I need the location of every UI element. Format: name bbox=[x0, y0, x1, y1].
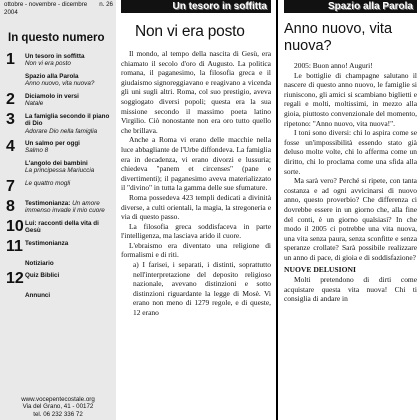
toc-item-subtitle: Non vi era posto bbox=[25, 60, 71, 68]
toc-item[interactable] bbox=[4, 52, 113, 68]
toc-item-subtitle: Natale bbox=[25, 100, 44, 108]
toc-item[interactable] bbox=[4, 199, 113, 215]
issue-info bbox=[4, 0, 113, 16]
toc-item-subtitle: Adorare Dio nella famiglia bbox=[25, 127, 98, 135]
issue-number: n. 26 bbox=[99, 1, 113, 8]
toc-page-number: 10 bbox=[6, 217, 24, 235]
toc-page-number: 11 bbox=[6, 237, 23, 255]
toc-page-number: 12 bbox=[6, 270, 24, 288]
editorial-paragraph: I toni sono diversi: chi lo aspira come se fosse un'impossibilità essendo stato già deluso molte volte, chi lo afferma come un diritto, chi lo proclama come una sfida alla sorte. bbox=[284, 128, 417, 176]
toc-item[interactable] bbox=[4, 179, 113, 195]
toc-item-title: Notiziario bbox=[25, 259, 54, 267]
index-title: In questo numero bbox=[8, 32, 105, 44]
issue-year: 2004 bbox=[4, 8, 18, 16]
article-paragraph: L'ebraismo era diventato una religione di formalismi e di riti. bbox=[121, 240, 271, 260]
toc-item[interactable] bbox=[4, 139, 113, 155]
toc-page-number: 2 bbox=[6, 90, 15, 108]
article-paragraph: La filosofia greca soddisfaceva in parte l'intelligenza, ma lasciava arido il cuore. bbox=[121, 221, 271, 241]
article-paragraph: Anche a Roma vi erano delle macchie nella luce abbagliante de l'Urbe diffondeva. La famiglia era in decadenza, vi erano divorzi e lussuria; chiedeva "panem et circenses" (pane e divertimenti); il paganesimo aveva materializzato il "divino" in tutta la gamma delle sue sfumature. bbox=[121, 135, 271, 193]
toc-item-subtitle: Un amore immenso invade il mio cuore bbox=[25, 199, 105, 215]
toc-item[interactable] bbox=[4, 259, 113, 267]
toc-item-subtitle: Anno nuovo, vita nuova? bbox=[25, 80, 95, 88]
contact-footer bbox=[4, 396, 112, 418]
article-title: Non vi era posto bbox=[135, 23, 245, 40]
toc-item-title: Testimonianza: bbox=[25, 199, 71, 207]
article-list bbox=[121, 260, 271, 318]
article-paragraph: Roma possedeva 423 templi dedicati a divinità diverse, a culti orientali, la magia, la stregoneria e via di questo passo. bbox=[121, 192, 271, 222]
toc-item[interactable] bbox=[4, 92, 113, 108]
editorial-paragraph: Le bottiglie di champagne salutano il nascere di questo anno nuovo, le famiglie si riuniscono, gli amici si scambiano biglietti e regali e molti, moltissimi, in mezzo alla gioia, piuttosto convenzionale del momento, ripetono: "Anno nuovo, vita nuova!". bbox=[284, 70, 417, 128]
toc-item-title: Lui: racconti della vita di Gesù bbox=[25, 219, 99, 235]
toc-item-subtitle: Salmo 8 bbox=[25, 147, 49, 155]
section-banner: Spazio alla Parola bbox=[284, 0, 417, 13]
toc-item-title: Quiz Biblici bbox=[25, 272, 60, 280]
toc-item[interactable] bbox=[4, 271, 113, 287]
editorial-column bbox=[284, 0, 417, 420]
editorial-paragraph: Ma sarà vero? Perché si ripete, con tanta costanza e ad ogni avvicinarsi di nuovo anno, questo proverbio? Che differenza ci dovrebbe essere in un giorno che, alla fine del conti, è un giorno qualsiasi? In che modo il 2005 ci potrebbe una vita nuova, una vita senza paura, senza sconfitte e senza speranze crollate? Sarà possibile realizzare un anno di pace, di gioia e di soddisfazione? bbox=[284, 176, 417, 262]
toc-page-number: 8 bbox=[6, 197, 15, 215]
toc-item-subtitle: La principessa Mariuccia bbox=[25, 167, 95, 175]
toc-page-number: 4 bbox=[6, 138, 15, 156]
toc-item[interactable] bbox=[4, 219, 113, 235]
toc-item-title: Testimonianza bbox=[25, 239, 69, 247]
index-column bbox=[0, 0, 116, 420]
website-link[interactable]: www.vocepentecostale.org bbox=[21, 395, 95, 403]
list-item: a) I farisei, i separati, i distinti, soprattutto nell'interpretazione del deposito religioso nazionale, avevano distinzioni e sotto distinzioni riguardante la legge di Mosè. Vi erano non meno di 1279 regole, e di queste, 12 erano bbox=[133, 260, 271, 318]
section-banner: Un tesoro in soffitta bbox=[121, 0, 271, 13]
editorial-paragraph: Molti pretendono di dirti come acquistare questa vita nuova! Chi ti consiglia di andare in bbox=[284, 275, 417, 304]
toc-item[interactable] bbox=[4, 112, 113, 135]
toc-page-number: 7 bbox=[6, 177, 15, 195]
postal-address: Via del Grano, 41 - 00172 bbox=[22, 403, 94, 411]
toc-item-title: Diciamolo in versi bbox=[25, 92, 79, 100]
toc-item-title: L'angolo dei bambini bbox=[25, 160, 88, 168]
toc-page-number: 3 bbox=[6, 110, 15, 128]
phone-number: tel. 06 232 336 72 bbox=[33, 410, 83, 418]
toc-page-number: 1 bbox=[6, 51, 15, 68]
toc-item[interactable] bbox=[4, 291, 113, 299]
toc-item-title: La famiglia secondo il piano di Dio bbox=[25, 112, 110, 128]
column-divider bbox=[276, 0, 278, 420]
toc-item[interactable] bbox=[4, 159, 113, 175]
toc-item-title: Annunci bbox=[25, 292, 51, 300]
article-paragraph: Il mondo, al tempo della nascita di Gesù, era chiamato il secolo d'oro di Augusto. La politica romana, il paganesimo, la filosofia greca e il giudaismo signoreggiavano e reagivano a vicenda gli uni sugli altri. Roma, col suo prestigio, aveva soggiogato diversi popoli; questa era la sua missione secondo il massimo poeta latino Virgilio. Ciò nonostante non era oro tutto quello che brillava. bbox=[121, 49, 271, 135]
toc-item-title: Un salmo per oggi bbox=[25, 140, 80, 148]
toc-item-subtitle: Le quattro mogli bbox=[25, 179, 71, 187]
editorial-title: Anno nuovo, vita nuova? bbox=[284, 21, 393, 54]
toc-item-title: Un tesoro in soffitta bbox=[25, 53, 85, 60]
issue-months: ottobre - novembre - dicembre bbox=[4, 1, 88, 8]
editorial-subheading: NUOVE DELUSIONI bbox=[284, 265, 356, 275]
main-article bbox=[121, 0, 271, 420]
table-of-contents bbox=[4, 52, 113, 300]
editorial-paragraph: 2005: Buon anno! Auguri! bbox=[294, 61, 373, 70]
toc-item[interactable] bbox=[4, 239, 113, 255]
toc-item-title: Spazio alla Parola bbox=[25, 73, 79, 80]
toc-item[interactable] bbox=[4, 72, 113, 88]
